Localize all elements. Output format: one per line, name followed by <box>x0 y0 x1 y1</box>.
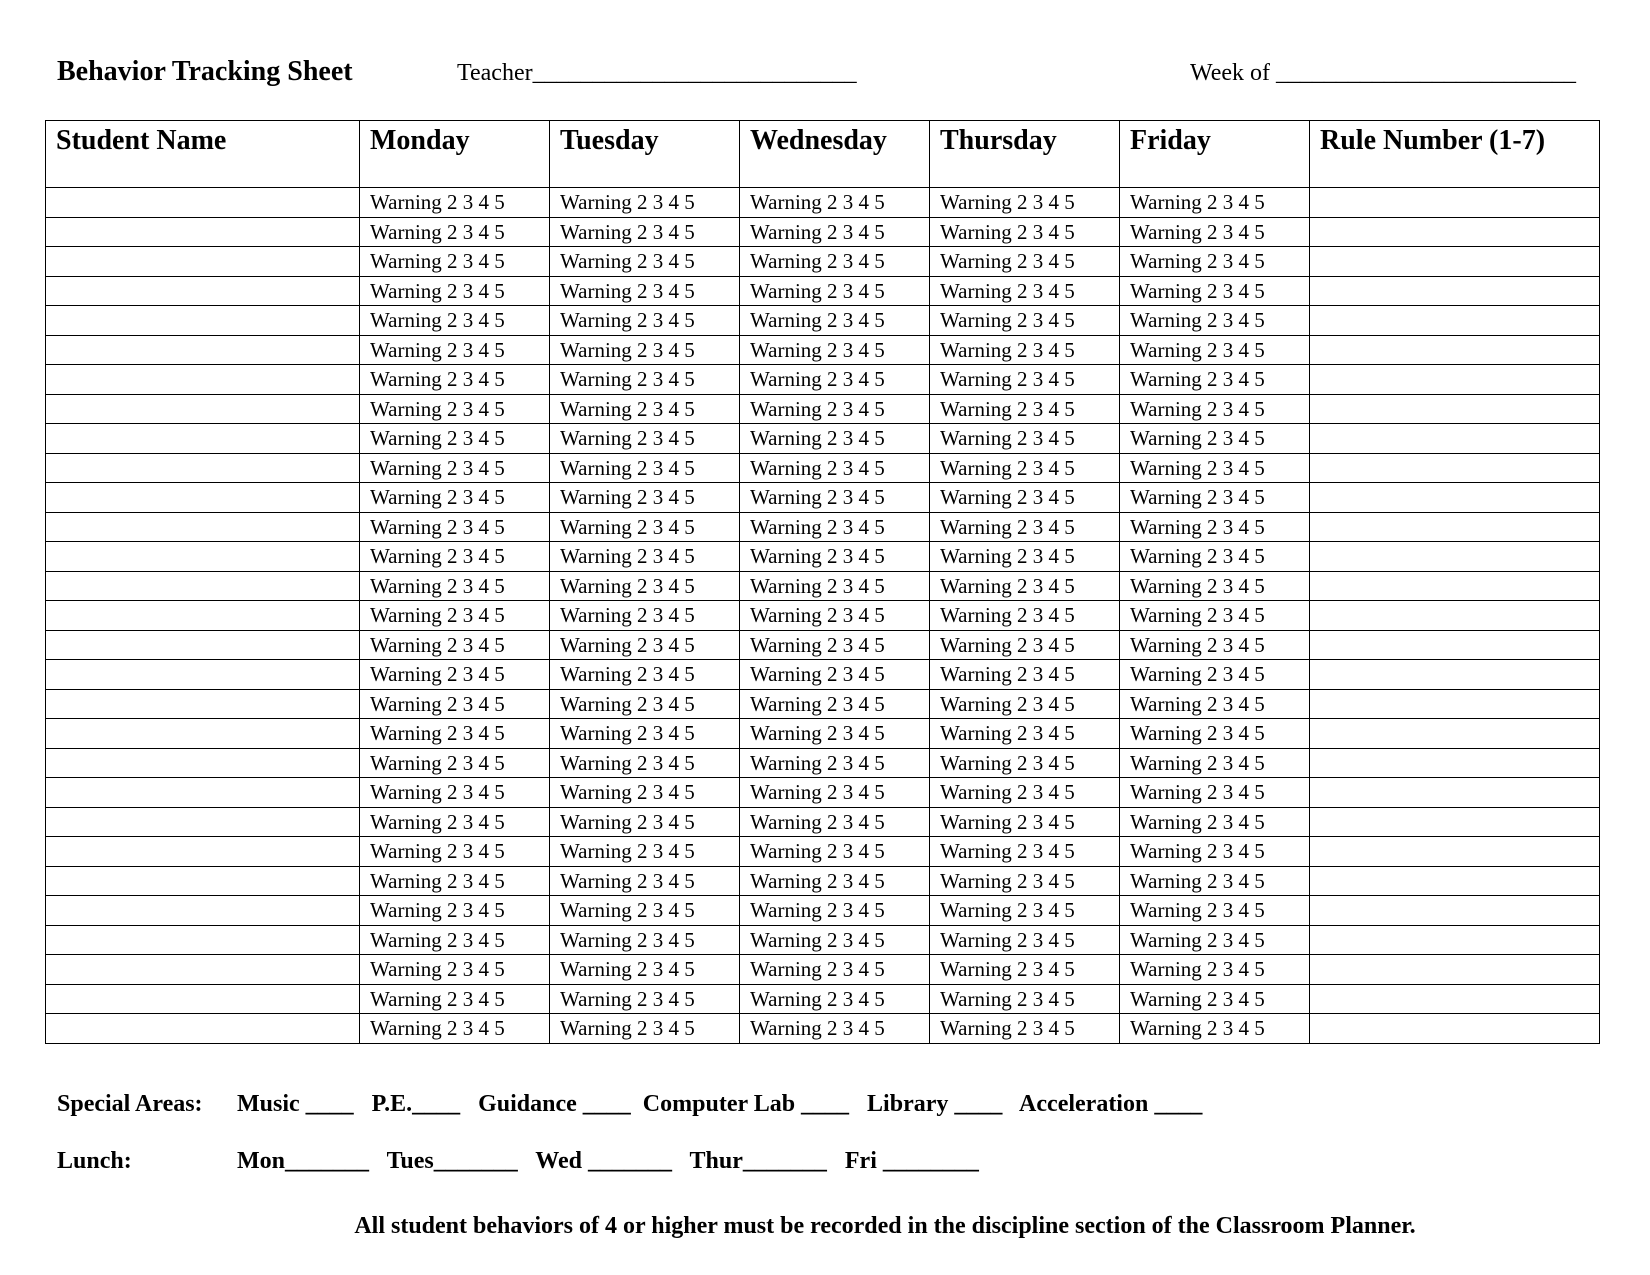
warning-cell[interactable]: Warning 2 3 4 5 <box>930 512 1120 542</box>
warning-cell[interactable]: Warning 2 3 4 5 <box>550 217 740 247</box>
table-row <box>46 394 1600 424</box>
warning-cell[interactable]: Warning 2 3 4 5 <box>930 748 1120 778</box>
warning-cell[interactable]: Warning 2 3 4 5 <box>360 896 550 926</box>
warning-cell[interactable]: Warning 2 3 4 5 <box>360 542 550 572</box>
warning-cell[interactable]: Warning 2 3 4 5 <box>740 601 930 631</box>
warning-cell[interactable]: Warning 2 3 4 5 <box>360 719 550 749</box>
warning-cell[interactable]: Warning 2 3 4 5 <box>360 984 550 1014</box>
student-name-cell[interactable] <box>46 778 360 808</box>
warning-cell[interactable]: Warning 2 3 4 5 <box>360 512 550 542</box>
table-row <box>46 984 1600 1014</box>
warning-cell[interactable]: Warning 2 3 4 5 <box>1120 601 1310 631</box>
warning-cell[interactable]: Warning 2 3 4 5 <box>740 689 930 719</box>
column-header: Rule Number (1-7) <box>1310 121 1600 188</box>
rule-number-cell[interactable] <box>1310 925 1600 955</box>
warning-cell[interactable]: Warning 2 3 4 5 <box>930 955 1120 985</box>
column-header: Thursday <box>930 121 1120 188</box>
rule-number-cell[interactable] <box>1310 778 1600 808</box>
warning-cell[interactable]: Warning 2 3 4 5 <box>740 394 930 424</box>
warning-cell[interactable]: Warning 2 3 4 5 <box>360 778 550 808</box>
table-header-row <box>46 121 1600 188</box>
warning-cell[interactable]: Warning 2 3 4 5 <box>740 984 930 1014</box>
warning-cell[interactable]: Warning 2 3 4 5 <box>550 276 740 306</box>
student-name-cell[interactable] <box>46 719 360 749</box>
warning-cell[interactable]: Warning 2 3 4 5 <box>740 748 930 778</box>
warning-cell[interactable]: Warning 2 3 4 5 <box>930 837 1120 867</box>
student-name-cell[interactable] <box>46 984 360 1014</box>
warning-cell[interactable]: Warning 2 3 4 5 <box>1120 660 1310 690</box>
table-row <box>46 512 1600 542</box>
warning-cell[interactable]: Warning 2 3 4 5 <box>930 306 1120 336</box>
table-row <box>46 424 1600 454</box>
warning-cell[interactable]: Warning 2 3 4 5 <box>550 1014 740 1044</box>
warning-cell[interactable]: Warning 2 3 4 5 <box>740 542 930 572</box>
rule-number-cell[interactable] <box>1310 483 1600 513</box>
warning-cell[interactable]: Warning 2 3 4 5 <box>360 571 550 601</box>
rule-number-cell[interactable] <box>1310 866 1600 896</box>
warning-cell[interactable]: Warning 2 3 4 5 <box>360 1014 550 1044</box>
table-row <box>46 837 1600 867</box>
student-name-cell[interactable] <box>46 601 360 631</box>
warning-cell[interactable]: Warning 2 3 4 5 <box>550 837 740 867</box>
warning-cell[interactable]: Warning 2 3 4 5 <box>1120 394 1310 424</box>
warning-cell[interactable]: Warning 2 3 4 5 <box>1120 276 1310 306</box>
rule-number-cell[interactable] <box>1310 896 1600 926</box>
table-row <box>46 1014 1600 1044</box>
warning-cell[interactable]: Warning 2 3 4 5 <box>740 365 930 395</box>
student-name-cell[interactable] <box>46 483 360 513</box>
warning-cell[interactable]: Warning 2 3 4 5 <box>1120 453 1310 483</box>
warning-cell[interactable]: Warning 2 3 4 5 <box>550 188 740 218</box>
warning-cell[interactable]: Warning 2 3 4 5 <box>930 925 1120 955</box>
table-row <box>46 896 1600 926</box>
warning-cell[interactable]: Warning 2 3 4 5 <box>550 542 740 572</box>
warning-cell[interactable]: Warning 2 3 4 5 <box>930 660 1120 690</box>
rule-number-cell[interactable] <box>1310 424 1600 454</box>
rule-number-cell[interactable] <box>1310 306 1600 336</box>
warning-cell[interactable]: Warning 2 3 4 5 <box>360 955 550 985</box>
behavior-table <box>45 120 1600 1044</box>
warning-cell[interactable]: Warning 2 3 4 5 <box>930 542 1120 572</box>
warning-cell[interactable]: Warning 2 3 4 5 <box>930 866 1120 896</box>
column-header: Tuesday <box>550 121 740 188</box>
warning-cell[interactable]: Warning 2 3 4 5 <box>1120 483 1310 513</box>
warning-cell[interactable]: Warning 2 3 4 5 <box>930 689 1120 719</box>
warning-cell[interactable]: Warning 2 3 4 5 <box>1120 365 1310 395</box>
table-row <box>46 925 1600 955</box>
table-row <box>46 188 1600 218</box>
rule-number-cell[interactable] <box>1310 247 1600 277</box>
warning-cell[interactable]: Warning 2 3 4 5 <box>930 896 1120 926</box>
warning-cell[interactable]: Warning 2 3 4 5 <box>550 660 740 690</box>
warning-cell[interactable]: Warning 2 3 4 5 <box>1120 247 1310 277</box>
student-name-cell[interactable] <box>46 217 360 247</box>
table-row <box>46 453 1600 483</box>
warning-cell[interactable]: Warning 2 3 4 5 <box>360 335 550 365</box>
warning-cell[interactable]: Warning 2 3 4 5 <box>930 217 1120 247</box>
table-row <box>46 365 1600 395</box>
warning-cell[interactable]: Warning 2 3 4 5 <box>360 188 550 218</box>
column-header: Student Name <box>46 121 360 188</box>
warning-cell[interactable]: Warning 2 3 4 5 <box>550 896 740 926</box>
warning-cell[interactable]: Warning 2 3 4 5 <box>360 483 550 513</box>
warning-cell[interactable]: Warning 2 3 4 5 <box>550 453 740 483</box>
warning-cell[interactable]: Warning 2 3 4 5 <box>1120 1014 1310 1044</box>
warning-cell[interactable]: Warning 2 3 4 5 <box>1120 217 1310 247</box>
student-name-cell[interactable] <box>46 424 360 454</box>
warning-cell[interactable]: Warning 2 3 4 5 <box>1120 778 1310 808</box>
column-header: Monday <box>360 121 550 188</box>
warning-cell[interactable]: Warning 2 3 4 5 <box>930 719 1120 749</box>
warning-cell[interactable]: Warning 2 3 4 5 <box>740 483 930 513</box>
table-row <box>46 601 1600 631</box>
student-name-cell[interactable] <box>46 512 360 542</box>
warning-cell[interactable]: Warning 2 3 4 5 <box>1120 188 1310 218</box>
warning-cell[interactable]: Warning 2 3 4 5 <box>740 306 930 336</box>
table-row <box>46 247 1600 277</box>
warning-cell[interactable]: Warning 2 3 4 5 <box>550 394 740 424</box>
student-name-cell[interactable] <box>46 837 360 867</box>
warning-cell[interactable]: Warning 2 3 4 5 <box>1120 424 1310 454</box>
table-row <box>46 571 1600 601</box>
warning-cell[interactable]: Warning 2 3 4 5 <box>550 984 740 1014</box>
rule-number-cell[interactable] <box>1310 601 1600 631</box>
warning-cell[interactable]: Warning 2 3 4 5 <box>360 866 550 896</box>
warning-cell[interactable]: Warning 2 3 4 5 <box>930 807 1120 837</box>
table-row <box>46 807 1600 837</box>
warning-cell[interactable]: Warning 2 3 4 5 <box>930 483 1120 513</box>
warning-cell[interactable]: Warning 2 3 4 5 <box>550 866 740 896</box>
warning-cell[interactable]: Warning 2 3 4 5 <box>360 247 550 277</box>
warning-cell[interactable]: Warning 2 3 4 5 <box>740 837 930 867</box>
warning-cell[interactable]: Warning 2 3 4 5 <box>740 512 930 542</box>
warning-cell[interactable]: Warning 2 3 4 5 <box>360 660 550 690</box>
warning-cell[interactable]: Warning 2 3 4 5 <box>550 424 740 454</box>
warning-cell[interactable]: Warning 2 3 4 5 <box>360 306 550 336</box>
table-row <box>46 483 1600 513</box>
week-of-field[interactable]: Week of _________________________ <box>1190 60 1577 86</box>
warning-cell[interactable]: Warning 2 3 4 5 <box>930 394 1120 424</box>
student-name-cell[interactable] <box>46 896 360 926</box>
warning-cell[interactable]: Warning 2 3 4 5 <box>360 807 550 837</box>
column-header: Wednesday <box>740 121 930 188</box>
warning-cell[interactable]: Warning 2 3 4 5 <box>740 335 930 365</box>
warning-cell[interactable]: Warning 2 3 4 5 <box>550 512 740 542</box>
table-row <box>46 276 1600 306</box>
student-name-cell[interactable] <box>46 306 360 336</box>
table-row <box>46 630 1600 660</box>
table-row <box>46 306 1600 336</box>
warning-cell[interactable]: Warning 2 3 4 5 <box>550 778 740 808</box>
warning-cell[interactable]: Warning 2 3 4 5 <box>930 601 1120 631</box>
rule-number-cell[interactable] <box>1310 837 1600 867</box>
warning-cell[interactable]: Warning 2 3 4 5 <box>550 335 740 365</box>
warning-cell[interactable]: Warning 2 3 4 5 <box>1120 984 1310 1014</box>
warning-cell[interactable]: Warning 2 3 4 5 <box>930 984 1120 1014</box>
rule-number-cell[interactable] <box>1310 365 1600 395</box>
rule-number-cell[interactable] <box>1310 719 1600 749</box>
rule-number-cell[interactable] <box>1310 660 1600 690</box>
warning-cell[interactable]: Warning 2 3 4 5 <box>740 660 930 690</box>
warning-cell[interactable]: Warning 2 3 4 5 <box>740 719 930 749</box>
warning-cell[interactable]: Warning 2 3 4 5 <box>740 630 930 660</box>
warning-cell[interactable]: Warning 2 3 4 5 <box>360 630 550 660</box>
warning-cell[interactable]: Warning 2 3 4 5 <box>740 866 930 896</box>
student-name-cell[interactable] <box>46 925 360 955</box>
warning-cell[interactable]: Warning 2 3 4 5 <box>360 217 550 247</box>
warning-cell[interactable]: Warning 2 3 4 5 <box>550 571 740 601</box>
student-name-cell[interactable] <box>46 748 360 778</box>
warning-cell[interactable]: Warning 2 3 4 5 <box>930 276 1120 306</box>
table-row <box>46 955 1600 985</box>
warning-cell[interactable]: Warning 2 3 4 5 <box>1120 955 1310 985</box>
warning-cell[interactable]: Warning 2 3 4 5 <box>550 601 740 631</box>
warning-cell[interactable]: Warning 2 3 4 5 <box>1120 542 1310 572</box>
rule-number-cell[interactable] <box>1310 453 1600 483</box>
student-name-cell[interactable] <box>46 188 360 218</box>
warning-cell[interactable]: Warning 2 3 4 5 <box>930 571 1120 601</box>
rule-number-cell[interactable] <box>1310 276 1600 306</box>
warning-cell[interactable]: Warning 2 3 4 5 <box>930 335 1120 365</box>
warning-cell[interactable]: Warning 2 3 4 5 <box>360 424 550 454</box>
warning-cell[interactable]: Warning 2 3 4 5 <box>740 896 930 926</box>
warning-cell[interactable]: Warning 2 3 4 5 <box>550 689 740 719</box>
rule-number-cell[interactable] <box>1310 984 1600 1014</box>
warning-cell[interactable]: Warning 2 3 4 5 <box>740 188 930 218</box>
student-name-cell[interactable] <box>46 276 360 306</box>
warning-cell[interactable]: Warning 2 3 4 5 <box>360 394 550 424</box>
student-name-cell[interactable] <box>46 247 360 277</box>
table-row <box>46 335 1600 365</box>
warning-cell[interactable]: Warning 2 3 4 5 <box>740 453 930 483</box>
rule-number-cell[interactable] <box>1310 394 1600 424</box>
warning-cell[interactable]: Warning 2 3 4 5 <box>930 188 1120 218</box>
student-name-cell[interactable] <box>46 335 360 365</box>
warning-cell[interactable]: Warning 2 3 4 5 <box>360 689 550 719</box>
rule-number-cell[interactable] <box>1310 748 1600 778</box>
warning-cell[interactable]: Warning 2 3 4 5 <box>740 424 930 454</box>
lunch-label: Lunch: <box>57 1148 132 1174</box>
rule-number-cell[interactable] <box>1310 807 1600 837</box>
student-name-cell[interactable] <box>46 542 360 572</box>
rule-number-cell[interactable] <box>1310 630 1600 660</box>
warning-cell[interactable]: Warning 2 3 4 5 <box>550 807 740 837</box>
rule-number-cell[interactable] <box>1310 1014 1600 1044</box>
rule-number-cell[interactable] <box>1310 188 1600 218</box>
rule-number-cell[interactable] <box>1310 542 1600 572</box>
warning-cell[interactable]: Warning 2 3 4 5 <box>550 955 740 985</box>
warning-cell[interactable]: Warning 2 3 4 5 <box>550 365 740 395</box>
warning-cell[interactable]: Warning 2 3 4 5 <box>740 1014 930 1044</box>
warning-cell[interactable]: Warning 2 3 4 5 <box>1120 719 1310 749</box>
warning-cell[interactable]: Warning 2 3 4 5 <box>740 247 930 277</box>
rule-number-cell[interactable] <box>1310 689 1600 719</box>
table-row <box>46 866 1600 896</box>
lunch-fields[interactable]: Mon_______ Tues_______ Wed _______ Thur_______ Fri ________ <box>237 1148 979 1174</box>
warning-cell[interactable]: Warning 2 3 4 5 <box>360 453 550 483</box>
warning-cell[interactable]: Warning 2 3 4 5 <box>550 247 740 277</box>
special-areas-label: Special Areas: <box>57 1091 203 1117</box>
student-name-cell[interactable] <box>46 689 360 719</box>
warning-cell[interactable]: Warning 2 3 4 5 <box>360 837 550 867</box>
warning-cell[interactable]: Warning 2 3 4 5 <box>740 778 930 808</box>
warning-cell[interactable]: Warning 2 3 4 5 <box>930 453 1120 483</box>
rule-number-cell[interactable] <box>1310 335 1600 365</box>
student-name-cell[interactable] <box>46 630 360 660</box>
warning-cell[interactable]: Warning 2 3 4 5 <box>360 276 550 306</box>
student-name-cell[interactable] <box>46 453 360 483</box>
warning-cell[interactable]: Warning 2 3 4 5 <box>740 807 930 837</box>
warning-cell[interactable]: Warning 2 3 4 5 <box>1120 512 1310 542</box>
footer-note: All student behaviors of 4 or higher must be recorded in the discipline section of the Classroom Planner. <box>354 1213 1416 1239</box>
student-name-cell[interactable] <box>46 660 360 690</box>
warning-cell[interactable]: Warning 2 3 4 5 <box>740 276 930 306</box>
table-row <box>46 689 1600 719</box>
table-row <box>46 778 1600 808</box>
warning-cell[interactable]: Warning 2 3 4 5 <box>1120 896 1310 926</box>
page-header <box>57 52 1602 92</box>
warning-cell[interactable]: Warning 2 3 4 5 <box>1120 571 1310 601</box>
student-name-cell[interactable] <box>46 365 360 395</box>
warning-cell[interactable]: Warning 2 3 4 5 <box>360 601 550 631</box>
warning-cell[interactable]: Warning 2 3 4 5 <box>550 719 740 749</box>
rule-number-cell[interactable] <box>1310 571 1600 601</box>
warning-cell[interactable]: Warning 2 3 4 5 <box>550 306 740 336</box>
warning-cell[interactable]: Warning 2 3 4 5 <box>1120 689 1310 719</box>
student-name-cell[interactable] <box>46 1014 360 1044</box>
warning-cell[interactable]: Warning 2 3 4 5 <box>360 748 550 778</box>
rule-number-cell[interactable] <box>1310 217 1600 247</box>
rule-number-cell[interactable] <box>1310 512 1600 542</box>
warning-cell[interactable]: Warning 2 3 4 5 <box>360 925 550 955</box>
page-title: Behavior Tracking Sheet <box>57 56 353 87</box>
student-name-cell[interactable] <box>46 955 360 985</box>
special-areas-fields[interactable]: Music ____ P.E.____ Guidance ____ Computer Lab ____ Library ____ Acceleration ____ <box>237 1091 1203 1117</box>
warning-cell[interactable]: Warning 2 3 4 5 <box>930 1014 1120 1044</box>
table-row <box>46 542 1600 572</box>
warning-cell[interactable]: Warning 2 3 4 5 <box>740 217 930 247</box>
warning-cell[interactable]: Warning 2 3 4 5 <box>360 365 550 395</box>
table-row <box>46 660 1600 690</box>
warning-cell[interactable]: Warning 2 3 4 5 <box>550 925 740 955</box>
rule-number-cell[interactable] <box>1310 955 1600 985</box>
table-row <box>46 719 1600 749</box>
warning-cell[interactable]: Warning 2 3 4 5 <box>930 424 1120 454</box>
student-name-cell[interactable] <box>46 866 360 896</box>
warning-cell[interactable]: Warning 2 3 4 5 <box>740 955 930 985</box>
table-row <box>46 217 1600 247</box>
warning-cell[interactable]: Warning 2 3 4 5 <box>1120 306 1310 336</box>
warning-cell[interactable]: Warning 2 3 4 5 <box>740 925 930 955</box>
teacher-field[interactable]: Teacher___________________________ <box>457 60 857 86</box>
table-row <box>46 748 1600 778</box>
warning-cell[interactable]: Warning 2 3 4 5 <box>740 571 930 601</box>
warning-cell[interactable]: Warning 2 3 4 5 <box>1120 335 1310 365</box>
warning-cell[interactable]: Warning 2 3 4 5 <box>1120 866 1310 896</box>
student-name-cell[interactable] <box>46 394 360 424</box>
column-header: Friday <box>1120 121 1310 188</box>
student-name-cell[interactable] <box>46 807 360 837</box>
warning-cell[interactable]: Warning 2 3 4 5 <box>1120 748 1310 778</box>
warning-cell[interactable]: Warning 2 3 4 5 <box>930 247 1120 277</box>
student-name-cell[interactable] <box>46 571 360 601</box>
warning-cell[interactable]: Warning 2 3 4 5 <box>1120 807 1310 837</box>
warning-cell[interactable]: Warning 2 3 4 5 <box>930 365 1120 395</box>
warning-cell[interactable]: Warning 2 3 4 5 <box>550 483 740 513</box>
warning-cell[interactable]: Warning 2 3 4 5 <box>550 748 740 778</box>
warning-cell[interactable]: Warning 2 3 4 5 <box>1120 925 1310 955</box>
warning-cell[interactable]: Warning 2 3 4 5 <box>1120 630 1310 660</box>
warning-cell[interactable]: Warning 2 3 4 5 <box>550 630 740 660</box>
warning-cell[interactable]: Warning 2 3 4 5 <box>930 778 1120 808</box>
warning-cell[interactable]: Warning 2 3 4 5 <box>930 630 1120 660</box>
warning-cell[interactable]: Warning 2 3 4 5 <box>1120 837 1310 867</box>
table-body <box>46 188 1600 1044</box>
